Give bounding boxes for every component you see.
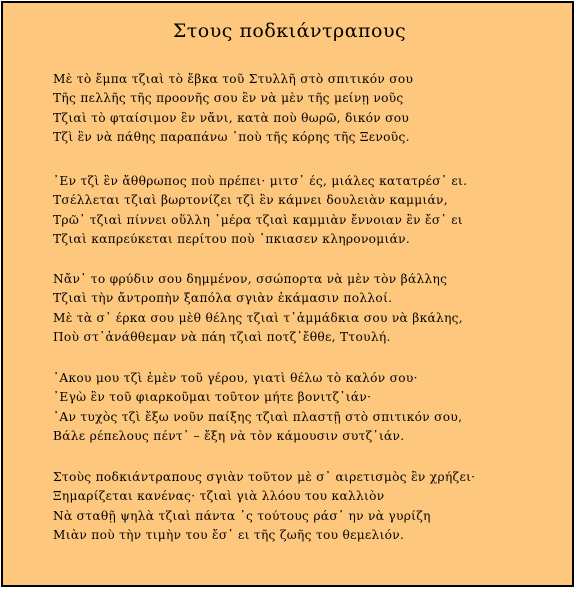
poem-page xyxy=(1,1,574,587)
stanza-5 xyxy=(53,468,475,545)
verse-line: Ξημαρίζεται κανένας· τζιαὶ γιὰ λλόου του καλλιὸν xyxy=(53,489,385,504)
verse-line: ᾽Αν τυχὸς τζὶ ἔξω νοῦν παίξης τζιαὶ πλαστῇ στὸ σπιτικόν σου, xyxy=(53,409,463,424)
stanza-4 xyxy=(53,369,462,446)
verse-line: Ποὺ στ᾽ἀνάθθεμαν νὰ πάη τζιαὶ ποτζ᾽ἔθθε, Ττουλή. xyxy=(53,329,391,344)
verse-line: Τῆς πελλῆς τῆς προονῆς σου ἒν νὰ μὲν τῆς μείνῃ νοῦς xyxy=(53,91,404,106)
verse-line: Βάλε ρέπελους πέντ᾽ – ἔξη νὰ τὸν κάμουσιν συτζ᾽ιάν. xyxy=(53,428,405,443)
verse-line: Τσέλλεται τζιαὶ βωρτονίζει τζὶ ἒν κάμνει δουλειὰν καμμιάν, xyxy=(53,193,448,208)
poem-title: Στους ποδκιάντραπους xyxy=(172,20,407,42)
verse-line: ᾽Εν τζὶ ἒν ἄθθρωπος ποὺ πρέπει· μιτσ᾽ ές, μιάλες κατατρέσ᾽ ει. xyxy=(53,174,468,188)
verse-line: Μιὰν ποὺ τὴν τιμὴν του ἔσ᾽ ει τῆς ζωῆς του θεμελιόν. xyxy=(53,527,405,542)
verse-line: Μὲ τὰ σ᾽ έρκα σου μὲθ θέλης τζιαὶ τ᾽ἀμμάδκια σου νὰ βκάλης, xyxy=(53,310,463,325)
verse-line: Τζιαὶ καπρεύκεται περίτου ποὺ ᾽πκιασεν κληρονομιάν. xyxy=(53,231,411,246)
stanza-2 xyxy=(53,172,467,249)
verse-line: ᾽Εγὼ ἒν τοῦ φιαρκοῦμαι τοῦτον μήτε βονιτζ᾽ιάν· xyxy=(53,390,372,405)
verse-line: Τζὶ ἒν νὰ πάθης παραπάνω ᾽ποὺ τῆς κόρης τῆς Ξενοῦς. xyxy=(53,129,410,144)
verse-line: Νἄν᾽ το φρύδιν σου δημμένον, σσώπορτα νὰ μὲν τὸν βάλλης xyxy=(53,272,448,286)
stanza-1 xyxy=(53,70,413,147)
verse-line: ᾽Ακου μου τζὶ ἐμὲν τοῦ γέρου, γιατὶ θέλω τὸ καλόν σου· xyxy=(53,371,418,385)
stanza-3 xyxy=(53,270,463,347)
verse-line: Τζιαὶ τὴν ἄντροπὴν ξαπόλα σγιὰν ἐκάμασιν πολλοί. xyxy=(53,291,393,306)
verse-line: Νὰ σταθῇ ψηλὰ τζιαὶ πάντα ᾽ς τούτους ράσ᾽ ην νὰ γυρίζη xyxy=(53,508,431,523)
verse-line: Μὲ τὸ ἔμπα τζιαὶ τὸ ἔβκα τοῦ Στυλλῆ στὸ σπιτικόν σου xyxy=(53,72,414,86)
verse-line: Στοὺς ποδκιάντραπους σγιὰν τοῦτον μὲ σ᾽ αιρετισμὸς ἒν χρήζει· xyxy=(53,470,476,484)
verse-line: Τζιαὶ τὸ φταίσιμον ἒν νἄνι, κατὰ ποὺ θωρῶ, δικόν σου xyxy=(53,110,410,125)
verse-line: Τρῶ᾽ τζιαὶ πίννει οὕλλη ᾽μέρα τζιαὶ καμμιὰν ἔννοιαν ἒν ἔσ᾽ ει xyxy=(53,212,463,227)
